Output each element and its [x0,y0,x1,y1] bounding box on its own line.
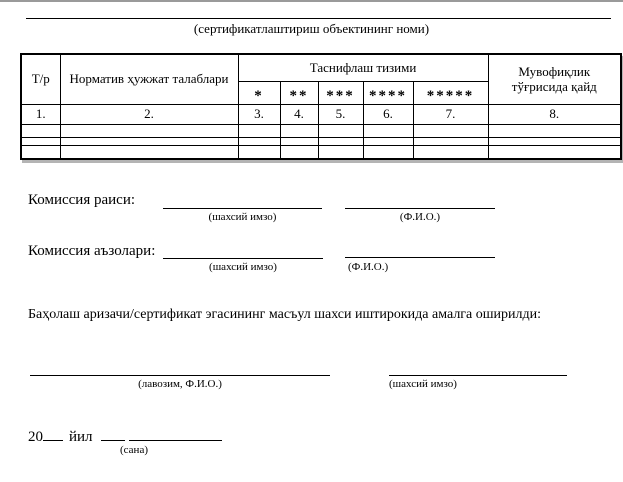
signature-caption: (шахсий имзо) [208,211,277,223]
star-header-cell-4: **** [363,81,413,104]
blank-cell[interactable] [318,145,363,159]
classification-table [20,53,622,160]
blank-cell[interactable] [238,145,280,159]
header-cell-conformity: Мувофиқлик тўғрисида қайд [488,54,621,104]
members-fio-line[interactable] [345,243,495,258]
object-name-caption: (сертификатлаштириш объектининг номи) [193,21,430,36]
column-number-cell: 2. [60,104,238,124]
date-fill-line[interactable] [129,426,222,441]
blank-cell[interactable] [363,124,413,137]
table-row [21,145,621,159]
header-cell-tr: Т/р [21,54,60,104]
year-word: йил [69,429,93,445]
top-divider [0,0,623,2]
blank-cell[interactable] [318,137,363,145]
chairman-signature-line[interactable] [163,194,322,209]
assessment-statement: Баҳолаш аризачи/сертификат эгасининг масъул шахси иштирокида амалга оширилди: [28,307,542,322]
blank-cell[interactable] [363,145,413,159]
year-prefix: 20 [28,429,43,445]
blank-cell[interactable] [363,137,413,145]
star-header-cell-3: *** [318,81,363,104]
year-fill-line[interactable] [43,426,63,441]
column-number-cell: 3. [238,104,280,124]
day-fill-line[interactable] [101,426,125,441]
signature-caption: (шахсий имзо) [209,261,277,273]
blank-cell[interactable] [488,137,621,145]
chairman-label: Комиссия раиси: [28,192,136,208]
star-header-cell-1: * [238,81,280,104]
column-number-row [21,104,621,124]
column-number-cell: 7. [413,104,488,124]
header-cell-classification: Таснифлаш тизими [238,54,488,81]
column-number-cell: 5. [318,104,363,124]
date-caption: (сана) [120,444,148,456]
blank-cell[interactable] [21,124,60,137]
responsible-signature-line[interactable] [389,361,567,376]
blank-cell[interactable] [238,124,280,137]
table-row [21,137,621,145]
signature-caption: (шахсий имзо) [389,378,457,390]
column-number-cell: 8. [488,104,621,124]
blank-cell[interactable] [60,137,238,145]
star-header-cell-5: ***** [413,81,488,104]
column-number-cell: 6. [363,104,413,124]
object-name-fill-line[interactable] [26,3,611,19]
blank-cell[interactable] [238,137,280,145]
blank-cell[interactable] [488,145,621,159]
column-number-cell: 4. [280,104,318,124]
position-fio-caption: (лавозим, Ф.И.О.) [138,378,222,390]
blank-cell[interactable] [318,124,363,137]
fio-caption: (Ф.И.О.) [399,211,441,223]
blank-cell[interactable] [488,124,621,137]
members-label: Комиссия аъзолари: [28,243,156,259]
blank-cell[interactable] [60,145,238,159]
blank-cell[interactable] [21,145,60,159]
blank-cell[interactable] [413,124,488,137]
header-cell-normative: Норматив ҳужжат талаблари [60,54,238,104]
blank-cell[interactable] [280,145,318,159]
blank-cell[interactable] [413,137,488,145]
blank-cell[interactable] [413,145,488,159]
table-row [21,124,621,137]
chairman-fio-line[interactable] [345,194,495,209]
blank-cell[interactable] [280,124,318,137]
position-fio-line[interactable] [30,361,330,376]
date-block [28,426,222,446]
members-signature-line[interactable] [163,244,323,259]
blank-cell[interactable] [280,137,318,145]
column-number-cell: 1. [21,104,60,124]
blank-cell[interactable] [21,137,60,145]
blank-cell[interactable] [60,124,238,137]
fio-caption: (Ф.И.О.) [348,261,389,273]
star-header-cell-2: ** [280,81,318,104]
